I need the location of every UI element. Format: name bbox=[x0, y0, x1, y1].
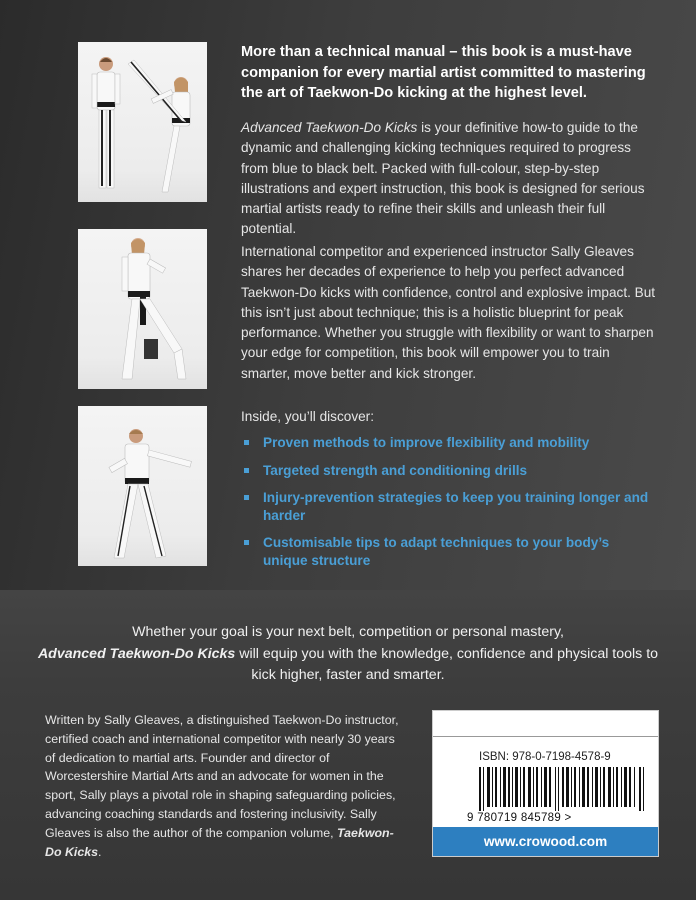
discover-list bbox=[241, 434, 656, 579]
closing-line-1: Whether your goal is your next belt, competition or personal mastery, bbox=[132, 624, 564, 640]
photo-guard-stance bbox=[78, 406, 207, 566]
photo-high-kick bbox=[78, 42, 207, 202]
photo-forward-stance bbox=[78, 229, 207, 389]
description-paragraph bbox=[241, 118, 656, 240]
list-item: Injury-prevention strategies to keep you training longer and harder bbox=[241, 489, 656, 524]
price-area bbox=[433, 711, 658, 737]
author-intro-paragraph: International competitor and experienced instructor Sally Gleaves shares her decades of experience to help you perfect advanced Taekwon-Do kicks with confidence, control and explosive impact. But this isn’t just about technique; this is a holistic blueprint for peak performance. Whether you struggle with flexibility or want to sharpen your edge for competition, this book will empower you to train smarter, move better and kick stronger. bbox=[241, 244, 656, 381]
list-item: Proven methods to improve flexibility and mobility bbox=[241, 434, 656, 452]
barcode-icon bbox=[479, 767, 647, 811]
bullet-icon bbox=[244, 495, 249, 500]
barcode-digits: 9 780719 845789 > bbox=[467, 812, 572, 824]
bullet-icon bbox=[244, 440, 249, 445]
barcode-block bbox=[432, 710, 659, 857]
bullet-icon bbox=[244, 540, 249, 545]
author-bio: Written by Sally Gleaves, a distinguished Taekwon-Do instructor, certified coach and international competitor with nearly 30 years of dedication to martial arts. Founder and director of Worcestershire Martial Arts and an advocate for women in the sport, Sally plays a pivotal role in shaping safeguarding policies, advancing coaching standards and fostering inclusivity. Sally Gleaves is also the author of the companion volume, Taekwon-Do Kicks. bbox=[45, 713, 399, 859]
list-item: Targeted strength and conditioning drills bbox=[241, 462, 656, 480]
bullet-icon bbox=[244, 468, 249, 473]
closing-statement bbox=[30, 622, 666, 687]
discover-heading: Inside, you’ll discover: bbox=[241, 409, 374, 424]
book-title-italic: Advanced Taekwon-Do Kicks bbox=[241, 120, 418, 135]
list-item: Customisable tips to adapt techniques to your body’s unique structure bbox=[241, 534, 656, 569]
author-bio-text: Written by Sally Gleaves, a distinguished Taekwon-Do instructor, certified coach and international competitor with nearly 30 years of dedication to martial arts. Founder and director of Worcestershire Martial Arts and an advocate for women in the sport, Sally plays a pivotal role in shaping safeguarding policies, advancing coaching standards and fostering inclusivity. Sally Gleaves is also the author of the companion volume, bbox=[45, 713, 399, 840]
website-link[interactable]: www.crowood.com bbox=[433, 827, 658, 856]
isbn-label: ISBN: 978-0-7198-4578-9 bbox=[479, 751, 611, 763]
closing-rest: will equip you with the knowledge, confidence and physical tools to kick higher, faster and smarter. bbox=[235, 645, 659, 683]
companion-title: Taekwon-Do Kicks bbox=[45, 825, 394, 859]
intro-text: More than a technical manual – this book is a must-have companion for every martial artist committed to mastering the art of Taekwon-Do kicking at the highest level. bbox=[241, 44, 646, 101]
description-text: is your definitive how-to guide to the dynamic and challenging kicking techniques required to progress from blue to black belt. Packed with full-colour, step-by-step illustrations and expert instruction, this book is designed for serious martial artists ready to refine their skills and unleash their full potential. bbox=[241, 120, 645, 237]
closing-book-title: Advanced Taekwon-Do Kicks bbox=[37, 645, 236, 662]
